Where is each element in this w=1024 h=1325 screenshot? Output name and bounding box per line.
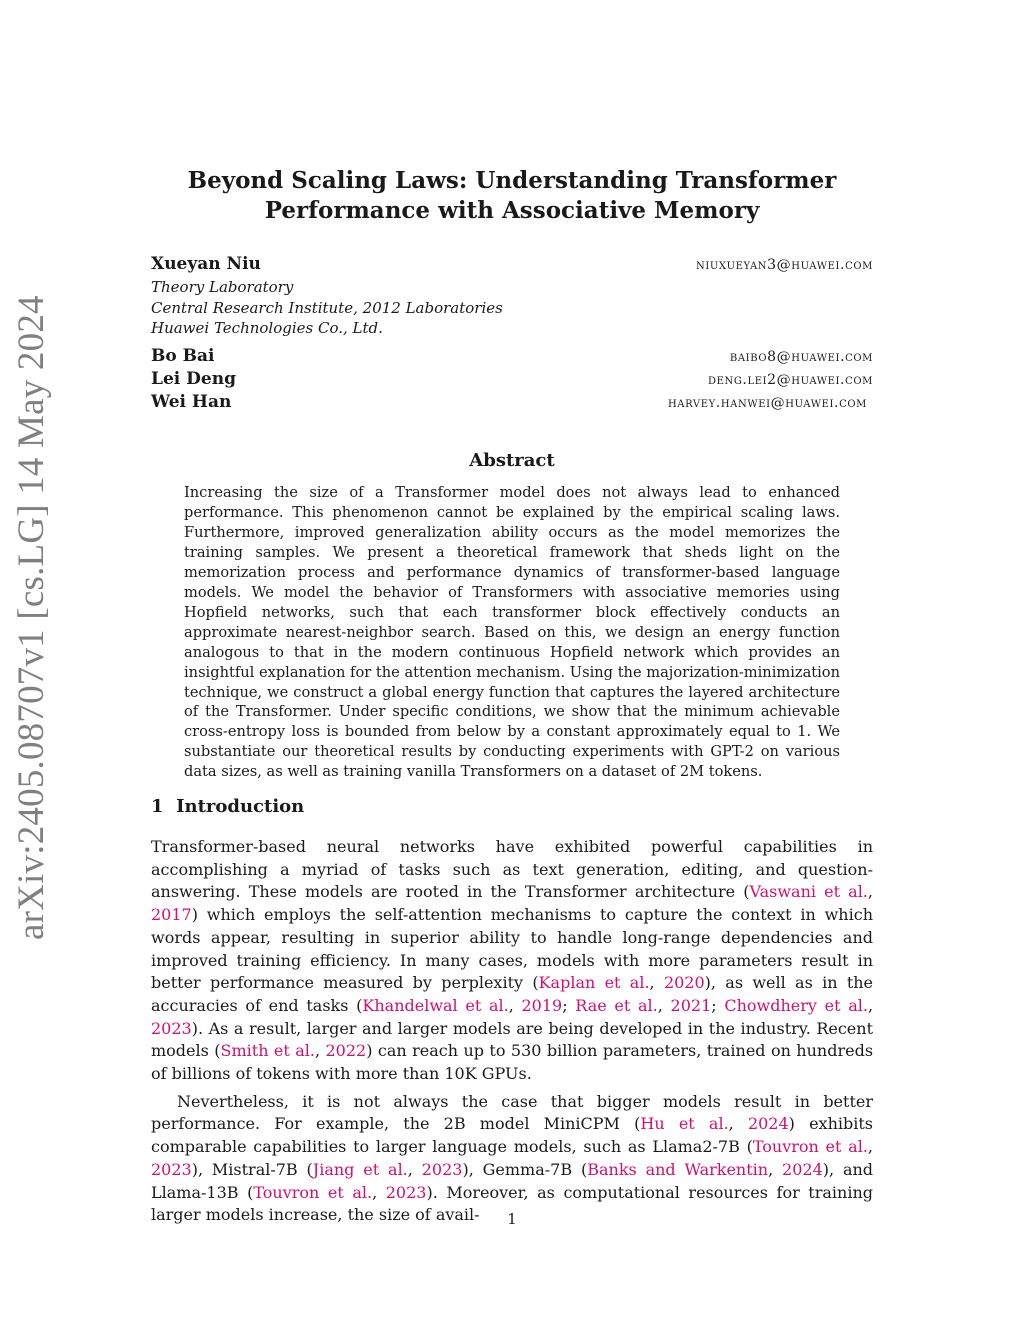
citation-link[interactable]: Smith et al. xyxy=(220,1041,315,1061)
section-heading xyxy=(151,796,304,817)
citation-link[interactable]: 2019 xyxy=(521,995,563,1015)
citation-link[interactable]: Jiang et al. xyxy=(312,1159,408,1179)
citation-link[interactable]: Touvron et al. xyxy=(752,1137,868,1157)
citation-link[interactable]: 2023 xyxy=(151,1159,192,1179)
citation-link[interactable]: 2017 xyxy=(151,905,192,925)
citation-link[interactable]: 2023 xyxy=(421,1159,463,1179)
paragraph-text: ), Mistral-7B ( xyxy=(191,1159,313,1179)
paragraph-text: , xyxy=(407,1159,422,1179)
author-name: Wei Han xyxy=(151,392,232,412)
paragraph-text: , xyxy=(314,1041,326,1061)
paragraph-text: , xyxy=(867,995,874,1015)
author-email: deng.lei2@huawei.com xyxy=(707,372,873,388)
author-name: Lei Deng xyxy=(151,369,236,389)
paragraph-text: ). Moreover, as computational resources for training larger models increase, the size of avail- xyxy=(151,1182,874,1225)
paragraph-text: , xyxy=(372,1182,386,1202)
citation-link[interactable]: 2022 xyxy=(325,1041,367,1061)
citation-link[interactable]: 2023 xyxy=(385,1182,427,1202)
section-title: Introduction xyxy=(176,796,305,817)
paragraph-text: Nevertheless, it is not always the case that bigger models result in better performance. For example, the 2B model MiniCPM ( xyxy=(151,1091,873,1134)
author-name: Xueyan Niu xyxy=(151,254,261,274)
other-authors-block xyxy=(151,346,873,415)
citation-link[interactable]: 2023 xyxy=(151,1018,192,1038)
citation-link[interactable]: Rae et al. xyxy=(575,995,658,1015)
citation-link[interactable]: 2024 xyxy=(747,1114,789,1134)
paragraph-text: ) can reach up to 530 billion parameters, trained on hundreds of billions of tokens with more than 10K GPUs. xyxy=(151,1041,874,1084)
paragraph-text: , xyxy=(867,882,873,902)
citation-link[interactable]: Kaplan et al. xyxy=(538,973,650,993)
author-name: Bo Bai xyxy=(151,346,215,366)
paragraph-text: , xyxy=(649,973,664,993)
paragraph-text: ; xyxy=(711,995,725,1015)
title-line-2: Performance with Associative Memory xyxy=(264,197,760,224)
paragraph-text: ), Gemma-7B ( xyxy=(462,1159,588,1179)
paragraph xyxy=(151,1091,873,1227)
paragraph-text: ), and Llama-13B ( xyxy=(151,1159,874,1202)
citation-link[interactable]: Touvron et al. xyxy=(253,1182,373,1202)
citation-link[interactable]: Chowdhery et al. xyxy=(724,995,868,1015)
citation-link[interactable]: Vaswani et al. xyxy=(749,882,868,902)
abstract-text: Increasing the size of a Transformer model does not always lead to enhanced performance. This phenomenon cannot be explained by the empirical scaling laws. Furthermore, improved generalization ability occurs as the model memorizes the training samples. We present a theoretical framework that sheds light on the memorization process and performance dynamics of transformer-based language models. We model the behavior of Transformers with associative memories using Hopfield networks, such that each transformer block effectively conducts an approximate nearest-neighbor search. Based on this, we design an energy function analogous to that in the modern continuous Hopfield network which provides an insightful explanation for the attention mechanism. Using the majorization-minimization technique, we construct a global energy function that captures the layered architecture of the Transformer. Under specific conditions, we show that the minimum achievable cross-entropy loss is bounded from below by a constant approximately equal to 1. We substantiate our theoretical results by conducting experiments with GPT-2 on various data sizes, as well as training vanilla Transformers on a dataset of 2M tokens. xyxy=(184,484,840,781)
affiliation-line: Huawei Technologies Co., Ltd. xyxy=(151,319,383,337)
paragraph-text: , xyxy=(728,1114,748,1134)
title-line-1: Beyond Scaling Laws: Understanding Transformer xyxy=(187,167,837,194)
paragraph-text: ). As a result, larger and larger models are being developed in the industry. Recent models ( xyxy=(151,1018,873,1061)
citation-link[interactable]: 2021 xyxy=(670,995,712,1015)
author-email: niuxueyan3@huawei.com xyxy=(695,257,873,273)
paragraph xyxy=(151,836,873,1086)
paragraph-text: Transformer-based neural networks have exhibited powerful capabilities in accomplishing a myriad of tasks such as text generation, editing, and question-answering. These models are rooted in the Transformer architecture ( xyxy=(151,837,873,902)
citation-link[interactable]: Khandelwal et al. xyxy=(362,995,509,1015)
citation-link[interactable]: Banks and Warkentin xyxy=(587,1159,769,1179)
paragraph-text: ; xyxy=(562,995,576,1015)
paragraph-text: , xyxy=(508,995,522,1015)
paragraph-text: ), as well as in the accuracies of end tasks ( xyxy=(151,973,874,1015)
author-email: harvey.hanwei@huawei.com xyxy=(667,395,867,411)
author-email: baibo8@huawei.com xyxy=(729,349,873,365)
affiliation-line: Theory Laboratory xyxy=(151,278,294,296)
page-number: 1 xyxy=(507,1210,517,1228)
first-author-block xyxy=(151,254,873,339)
abstract-heading: Abstract xyxy=(469,450,555,471)
citation-link[interactable]: 2020 xyxy=(663,973,705,993)
body-text xyxy=(151,836,873,1227)
citation-link[interactable]: 2024 xyxy=(782,1159,823,1179)
paragraph-text: ) exhibits comparable capabilities to larger language models, such as Llama2-7B ( xyxy=(151,1114,874,1157)
paragraph-text: , xyxy=(768,1159,783,1179)
arxiv-identifier: arXiv:2405.08707v1 [cs.LG] 14 May 2024 xyxy=(11,295,52,940)
section-number: 1 xyxy=(151,796,164,817)
paper-title xyxy=(150,166,874,226)
paragraph-text: , xyxy=(657,995,671,1015)
affiliation-line: Central Research Institute, 2012 Laboratories xyxy=(151,298,503,317)
citation-link[interactable]: Hu et al. xyxy=(640,1114,729,1134)
paragraph-text: , xyxy=(867,1137,874,1157)
paragraph-text: ) which employs the self-attention mechanisms to capture the context in which words appear, resulting in superior ability to handle long-range dependencies and improved training efficiency. In many cases, models with more parameters result in better performance measured by perplexity ( xyxy=(151,905,873,993)
